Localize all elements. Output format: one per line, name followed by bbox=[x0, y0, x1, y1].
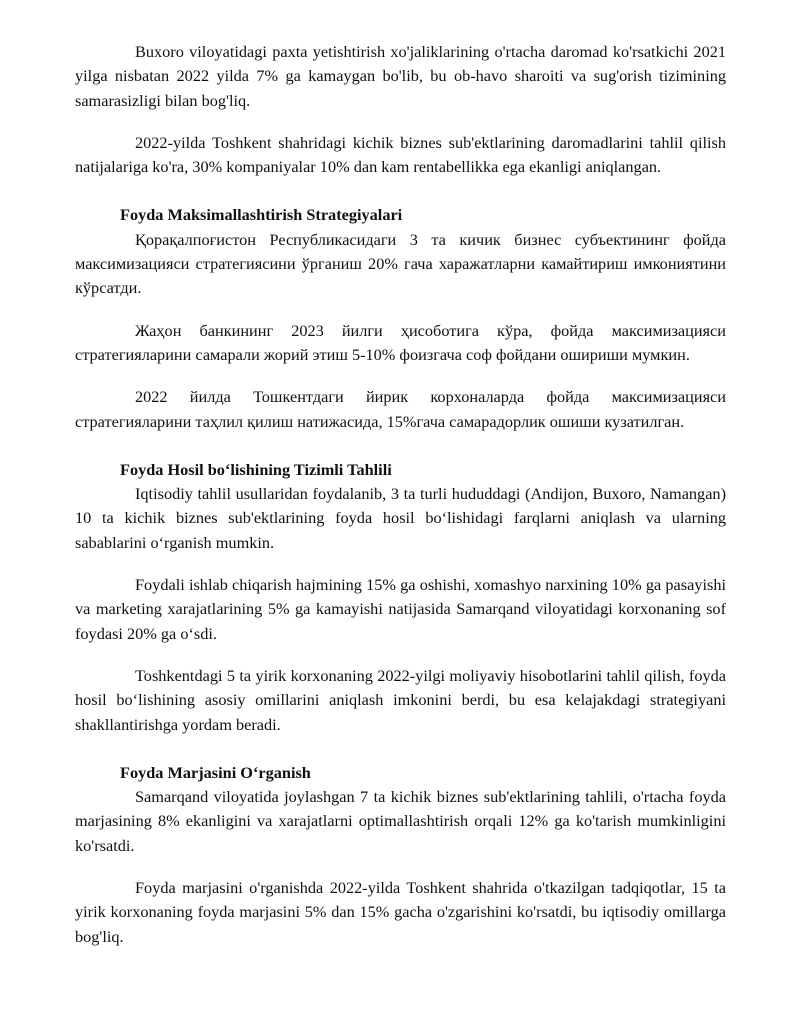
paragraph-tashkent-small-business: 2022-yilda Toshkent shahridagi kichik biznes sub'ektlarining daromadlarini tahlil qilish natijalariga ko'ra, 30% kompaniyalar 10% dan kam rentabellikka ega ekanligi aniqlangan. bbox=[75, 132, 726, 177]
paragraph-world-bank-report: Жаҳон банкининг 2023 йилги ҳисоботига кўра, фойда максимизацияси стратегияларини самарали жорий этиш 5-10% фоизгача соф фойдани ошириши мумкин. bbox=[75, 320, 726, 364]
paragraph-samarkand-net-profit: Foydali ishlab chiqarish hajmining 15% ga oshishi, xomashyo narxining 10% ga pasayishi va marketing xarajatlarining 5% ga kamayishi natijasida Samarqand viloyatidagi korxonaning sof foydasi 20% ga o‘sdi. bbox=[75, 575, 726, 643]
paragraph-buxoro-cotton-income: Buxoro viloyatidagi paxta yetishtirish xo'jaliklarining o'rtacha daromad ko'rsatkichi 2021 yilga nisbatan 2022 yilda 7% ga kamaygan bo'lib, bu ob-havo sharoiti va sug'orish tizimining samarasizligi bilan bog'liq. bbox=[75, 42, 726, 110]
paragraph-tashkent-large-enterprises: 2022 йилда Тошкентдаги йирик корхоналарда фойда максимизацияси стратегияларини таҳлил қилиш натижасида, 15%гача самарадорлик ошиши кузатилган. bbox=[75, 387, 726, 431]
section-heading-profit-maximization: Foyda Maksimallashtirish Strategiyalari bbox=[120, 205, 403, 225]
document-page bbox=[75, 40, 726, 949]
paragraph-tashkent-financial-reports: Toshkentdagi 5 ta yirik korxonaning 2022-yilgi moliyaviy hisobotlarini tahlil qilish, foyda hosil bo‘lishining asosiy omillarini aniqlash imkonini berdi, bu esa kelajakdagi strategiyani shakllantirishga yordam beradi. bbox=[75, 665, 726, 734]
section-heading-profit-margin: Foyda Marjasini O‘rganish bbox=[120, 762, 311, 782]
section-heading-profit-formation-analysis: Foyda Hosil bo‘lishining Tizimli Tahlili bbox=[120, 459, 392, 479]
paragraph-regional-analysis: Iqtisodiy tahlil usullaridan foydalanib, 3 ta turli hududdagi (Andijon, Buxoro, Namangan) 10 ta kichik biznes sub'ektlarining foyda hosil bo‘lishidagi farqlarni aniqlash va ularning sabablarini o‘rganish mumkin. bbox=[75, 484, 726, 552]
paragraph-samarkand-margin: Samarqand viloyatida joylashgan 7 ta kichik biznes sub'ektlarining tahlili, o'rtacha foyda marjasining 8% ekanligini va xarajatlarni optimallashtirish orqali 12% ga ko'tarish mumkinligini ko'rsatdi. bbox=[75, 787, 726, 855]
paragraph-karakalpakstan-strategy: Қорақалпоғистон Республикасидаги 3 та кичик бизнес субъектининг фойда максимизацияси стратегиясини ўрганиш 20% гача харажатларни камайтириш имкониятини кўрсатди. bbox=[75, 229, 726, 298]
paragraph-tashkent-margin-research: Foyda marjasini o'rganishda 2022-yilda Toshkent shahrida o'tkazilgan tadqiqotlar, 15 ta yirik korxonaning foyda marjasini 5% dan 15% gacha o'zgarishini ko'rsatdi, bu iqtisodiy omillarga bog'liq. bbox=[75, 878, 726, 946]
